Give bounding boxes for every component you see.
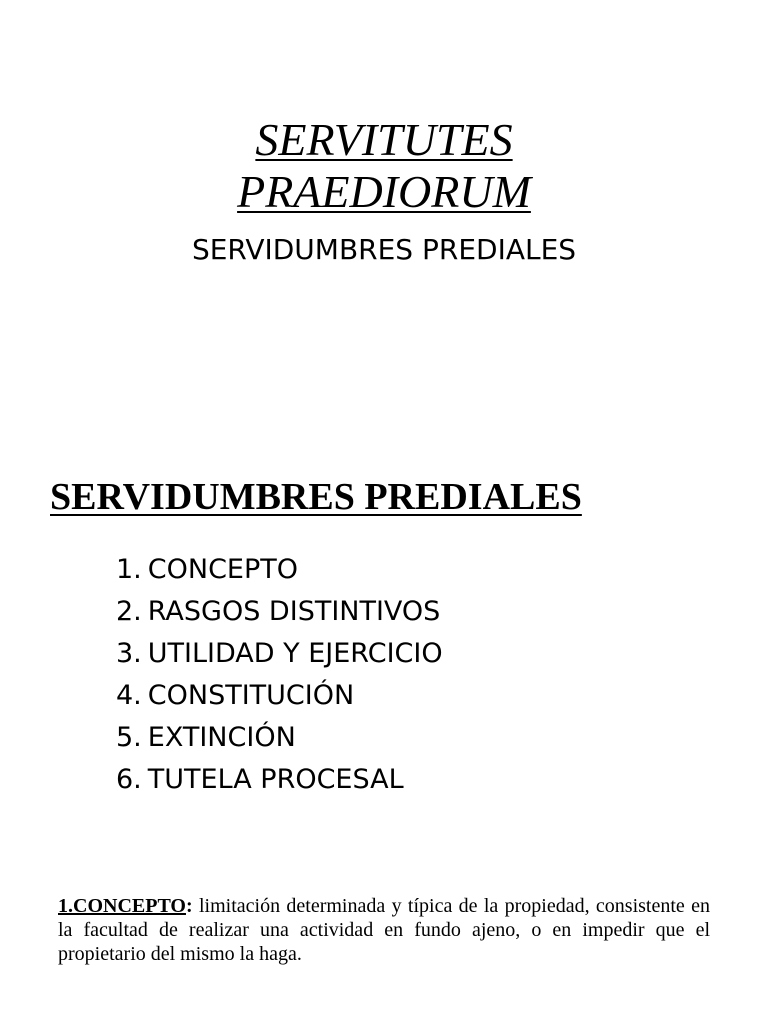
- toc-item-label: UTILIDAD Y EJERCICIO: [147, 638, 443, 669]
- toc-item-number: 4.: [116, 680, 142, 711]
- table-of-contents: [116, 549, 443, 801]
- toc-item-number: 1.: [116, 554, 142, 585]
- toc-item-label: EXTINCIÓN: [147, 722, 296, 753]
- section-heading: SERVIDUMBRES PREDIALES: [50, 476, 582, 518]
- toc-item-number: 5.: [116, 722, 142, 753]
- concept-definition: limitación determinada y típica de la propiedad, consistente en la facultad de realizar una actividad en fundo ajeno, o en impedir que el propietario del mismo la haga.: [58, 895, 710, 965]
- concept-paragraph: [58, 894, 710, 966]
- toc-item-tutela-procesal: [116, 759, 443, 801]
- page-subtitle: SERVIDUMBRES PREDIALES: [191, 233, 577, 266]
- toc-item-number: 6.: [116, 764, 142, 795]
- toc-item-label: CONCEPTO: [147, 554, 299, 585]
- toc-item-label: CONSTITUCIÓN: [147, 680, 355, 711]
- latin-title-line-2: PRAEDIORUM: [237, 166, 531, 217]
- toc-item-number: 2.: [116, 596, 142, 627]
- toc-item-constitucion: [116, 675, 443, 717]
- concept-term: 1.CONCEPTO: [58, 895, 186, 917]
- concept-colon: :: [185, 895, 193, 917]
- latin-title-line-1: SERVITUTES: [255, 114, 513, 165]
- toc-item-utilidad-y-ejercicio: [116, 633, 443, 675]
- toc-item-concepto: [116, 549, 443, 591]
- toc-item-extincion: [116, 717, 443, 759]
- toc-item-number: 3.: [116, 638, 142, 669]
- toc-item-label: RASGOS DISTINTIVOS: [147, 596, 441, 627]
- toc-item-rasgos-distintivos: [116, 591, 443, 633]
- toc-item-label: TUTELA PROCESAL: [147, 764, 404, 795]
